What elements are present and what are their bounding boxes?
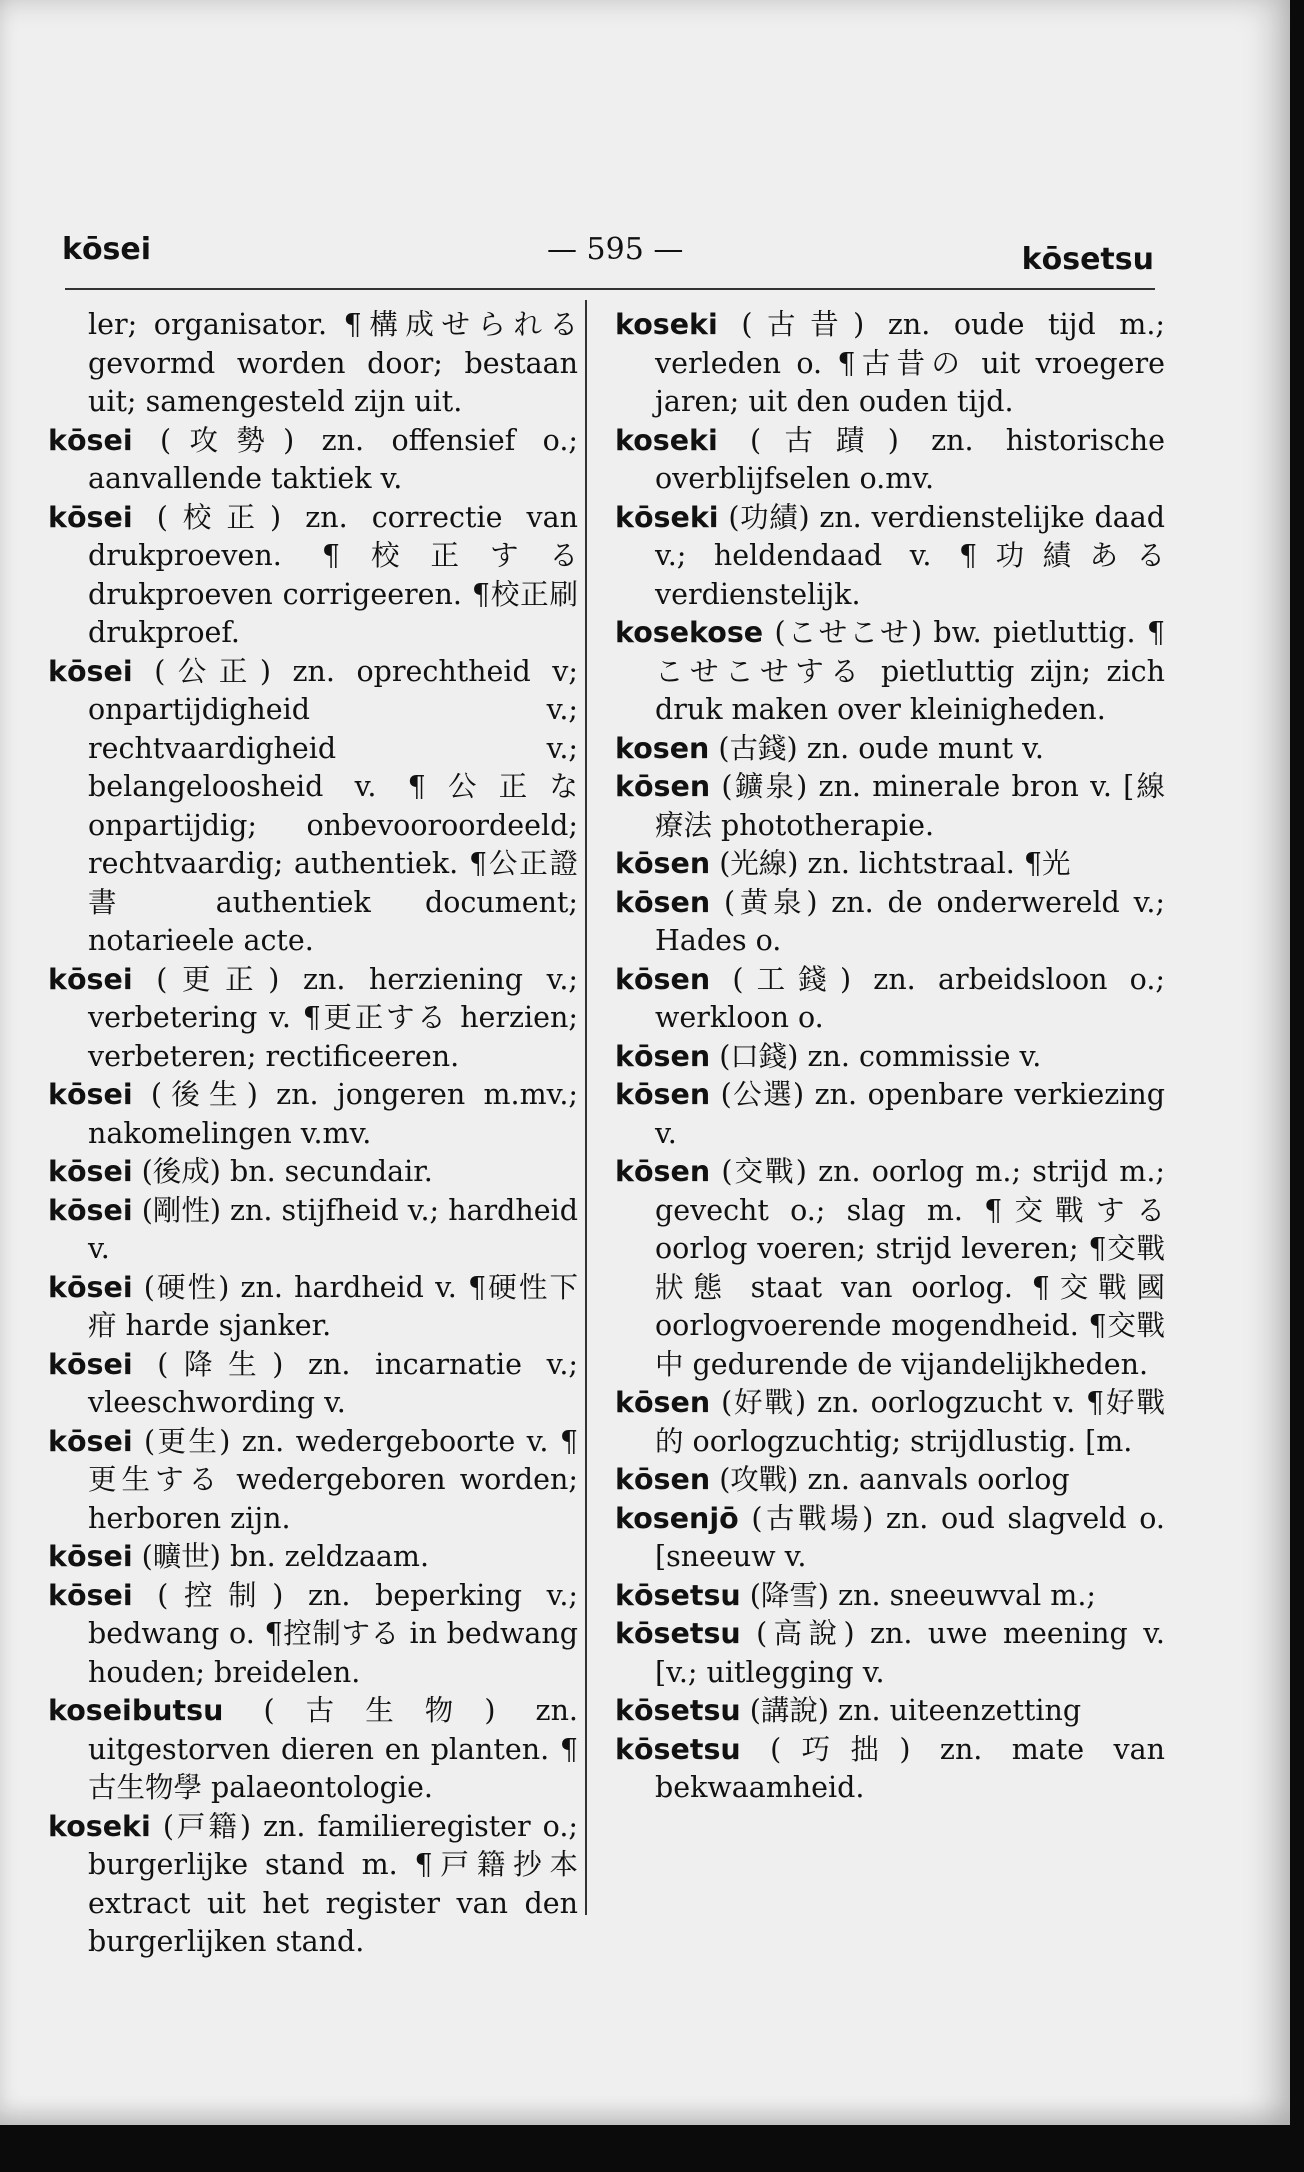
dictionary-entry xyxy=(48,306,578,422)
dictionary-entry xyxy=(615,499,1165,615)
entry-definition: (校正) zn. correctie van drukproeven. ¶校正する drukproeven corrigeeren. ¶校正刷 drukproef. xyxy=(88,500,578,649)
dictionary-entry xyxy=(615,1692,1165,1731)
entry-definition: (降生) zn. incarnatie v.; vleeschwording v. xyxy=(88,1347,578,1419)
entry-headword: kōsen xyxy=(615,770,711,803)
entry-definition: (公正) zn. oprechtheid v; onpartijdigheid v.; rechtvaardigheid v.; belangeloosheid v. ¶公正な onpartijdig; onbevooroordeeld; rechtvaardig; authentiek. ¶公正證書 authentiek document; notarieele acte. xyxy=(88,654,579,957)
entry-definition: (公選) zn. openbare verkiezing v. xyxy=(655,1078,1165,1150)
entry-headword: kōsei xyxy=(48,500,133,534)
entry-definition: (控制) zn. beperking v.; bedwang o. ¶控制する in bedwang houden; breidelen. xyxy=(88,1578,578,1689)
entry-headword: kōsei xyxy=(48,962,133,996)
dictionary-entry xyxy=(615,1076,1165,1153)
dictionary-entry xyxy=(615,884,1165,961)
entry-headword: kosenjō xyxy=(615,1501,739,1535)
entry-definition: (巧拙) zn. mate van bekwaamheid. xyxy=(655,1732,1165,1804)
column-divider xyxy=(585,300,587,1915)
dictionary-entry xyxy=(615,845,1165,884)
dictionary-entry xyxy=(48,1692,578,1808)
entry-headword: kosen xyxy=(615,731,710,765)
dictionary-entry xyxy=(615,1577,1165,1616)
entry-definition: (剛性) zn. stijfheid v.; hardheid v. xyxy=(88,1193,578,1265)
entry-headword: koseibutsu xyxy=(48,1694,224,1727)
header-left-guideword: kōsei xyxy=(62,232,152,267)
entry-headword: koseki xyxy=(615,308,718,341)
dictionary-entry xyxy=(48,1153,578,1192)
dictionary-entry xyxy=(48,1538,578,1577)
entry-headword: kōsei xyxy=(48,423,133,457)
dictionary-entry xyxy=(48,961,578,1077)
page-header xyxy=(62,232,1154,282)
dictionary-entry xyxy=(48,1076,578,1153)
entry-headword: kōsei xyxy=(48,1578,133,1612)
entry-headword: kōsei xyxy=(48,1270,133,1304)
dictionary-entry xyxy=(48,499,578,653)
entry-definition: (戸籍) zn. familieregister o.; burgerlijke stand m. ¶戸籍抄本 extract uit het register van den burgerlijken stand. xyxy=(88,1809,578,1958)
entry-definition: (攻戰) zn. aanvals oorlog xyxy=(719,1463,1070,1496)
dictionary-entry xyxy=(615,768,1165,845)
right-column xyxy=(615,306,1165,1808)
entry-definition: (更正) zn. herziening v.; verbetering v. ¶更正する herzien; verbeteren; rectificeeren. xyxy=(88,962,579,1073)
dictionary-entry xyxy=(48,422,578,499)
entry-definition: (更生) zn. wedergeboorte v. ¶更生する wedergeboren worden; herboren zijn. xyxy=(88,1424,578,1535)
entry-headword: kōsetsu xyxy=(615,1578,741,1612)
entry-definition: (古蹟) zn. historische overblijfselen o.mv. xyxy=(655,423,1165,495)
entry-definition: (古錢) zn. oude munt v. xyxy=(718,731,1044,765)
entry-definition: (好戰) zn. oorlogzucht v. ¶好戰的 oorlogzuchtig; strijdlustig. [m. xyxy=(655,1386,1165,1458)
entry-headword: kōsetsu xyxy=(615,1694,741,1727)
dictionary-entry xyxy=(48,653,578,961)
entry-headword: kōsei xyxy=(48,1347,133,1381)
entry-definition: (降雪) zn. sneeuwval m.; xyxy=(749,1578,1096,1612)
entry-headword: kōsen xyxy=(615,1386,711,1419)
dictionary-entry xyxy=(615,1500,1165,1577)
entry-headword: kōsen xyxy=(615,885,711,919)
dictionary-entry xyxy=(615,1384,1165,1461)
dictionary-entry xyxy=(48,1423,578,1539)
dictionary-entry xyxy=(615,1615,1165,1692)
dictionary-entry xyxy=(615,961,1165,1038)
entry-headword: kōsen xyxy=(615,1463,711,1496)
entry-headword: kōsen xyxy=(615,1155,711,1188)
entry-definition: ler; organisator. ¶構成せられる gevormd worden door; bestaan uit; samengesteld zijn uit. xyxy=(88,308,578,418)
entry-headword: kōsen xyxy=(615,1039,711,1073)
entry-definition: (高說) zn. uwe meening v. [v.; uitlegging v. xyxy=(655,1617,1165,1689)
page-number: — 595 — xyxy=(547,232,684,267)
entry-definition: (古昔) zn. oude tijd m.; verleden o. ¶古昔の uit vroegere jaren; uit den ouden tijd. xyxy=(655,308,1165,418)
entry-definition: (口錢) zn. commissie v. xyxy=(719,1039,1042,1073)
entry-definition: (硬性) zn. hardheid v. ¶硬性下疳 harde sjanker. xyxy=(88,1270,578,1342)
entry-headword: kōsei xyxy=(48,1193,133,1227)
entry-definition: (後成) bn. secundair. xyxy=(141,1155,433,1188)
entry-headword: koseki xyxy=(615,423,718,457)
entry-definition: (光線) zn. lichtstraal. ¶光 xyxy=(719,847,1071,880)
entry-headword: kōsei xyxy=(48,1078,133,1111)
entry-headword: kōsei xyxy=(48,654,133,688)
dictionary-entry xyxy=(48,1808,578,1962)
dictionary-entry xyxy=(615,1731,1165,1808)
entry-headword: kōseki xyxy=(615,500,719,534)
entry-definition: (古戰場) zn. oud slagveld o. [sneeuw v. xyxy=(655,1501,1165,1573)
entry-definition: (こせこせ) bw. pietluttig. ¶こせこせする pietluttig zijn; zich druk maken over kleinigheden. xyxy=(655,616,1166,726)
header-rule xyxy=(65,288,1155,290)
dictionary-entry xyxy=(48,1577,578,1693)
dictionary-entry xyxy=(615,1153,1165,1384)
dictionary-entry xyxy=(48,1192,578,1269)
entry-headword: kōsetsu xyxy=(615,1617,741,1650)
dictionary-entry xyxy=(615,1461,1165,1500)
dictionary-entry xyxy=(615,730,1165,769)
entry-headword: kōsen xyxy=(615,1078,711,1111)
dictionary-entry xyxy=(615,306,1165,422)
entry-definition: (鑛泉) zn. minerale bron v. [線療法 phototherapie. xyxy=(655,770,1166,842)
dictionary-entry xyxy=(615,1038,1165,1077)
entry-definition: (攻勢) zn. offensief o.; aanvallende taktiek v. xyxy=(88,423,578,495)
entry-definition: (講說) zn. uiteenzetting xyxy=(749,1694,1082,1727)
entry-headword: kōsen xyxy=(615,962,711,996)
dictionary-entry xyxy=(615,614,1165,730)
entry-definition: (功績) zn. verdienstelijke daad v.; heldendaad v. ¶功績ある verdienstelijk. xyxy=(655,500,1166,611)
dictionary-entry xyxy=(48,1346,578,1423)
entry-definition: (工錢) zn. arbeidsloon o.; werkloon o. xyxy=(655,962,1165,1034)
header-right-guideword: kōsetsu xyxy=(1021,242,1154,277)
dictionary-entry xyxy=(48,1269,578,1346)
entry-definition: (黄泉) zn. de onderwereld v.; Hades o. xyxy=(655,885,1165,957)
entry-headword: kosekose xyxy=(615,616,764,649)
dictionary-entry xyxy=(615,422,1165,499)
entry-definition: (曠世) bn. zeldzaam. xyxy=(141,1540,430,1573)
entry-headword: kōsei xyxy=(48,1540,133,1573)
entry-headword: kōsetsu xyxy=(615,1732,741,1766)
entry-definition: (古生物) zn. uitgestorven dieren en planten. ¶古生物學 palaeontologie. xyxy=(88,1694,578,1804)
entry-definition: (交戰) zn. oorlog m.; strijd m.; gevecht o.; slag m. ¶交戰する oorlog voeren; strijd leveren; ¶交戰狀態 staat van oorlog. ¶交戰國 oorlogvoerende mogendheid. ¶交戰中 gedurende de vijandelijkheden. xyxy=(655,1155,1165,1381)
entry-headword: kōsei xyxy=(48,1424,133,1458)
entry-headword: koseki xyxy=(48,1809,151,1843)
entry-headword: kōsen xyxy=(615,847,711,880)
entry-headword: kōsei xyxy=(48,1155,133,1188)
entry-definition: (後生) zn. jongeren m.mv.; nakomelingen v.mv. xyxy=(88,1078,578,1150)
left-column xyxy=(48,306,578,1962)
